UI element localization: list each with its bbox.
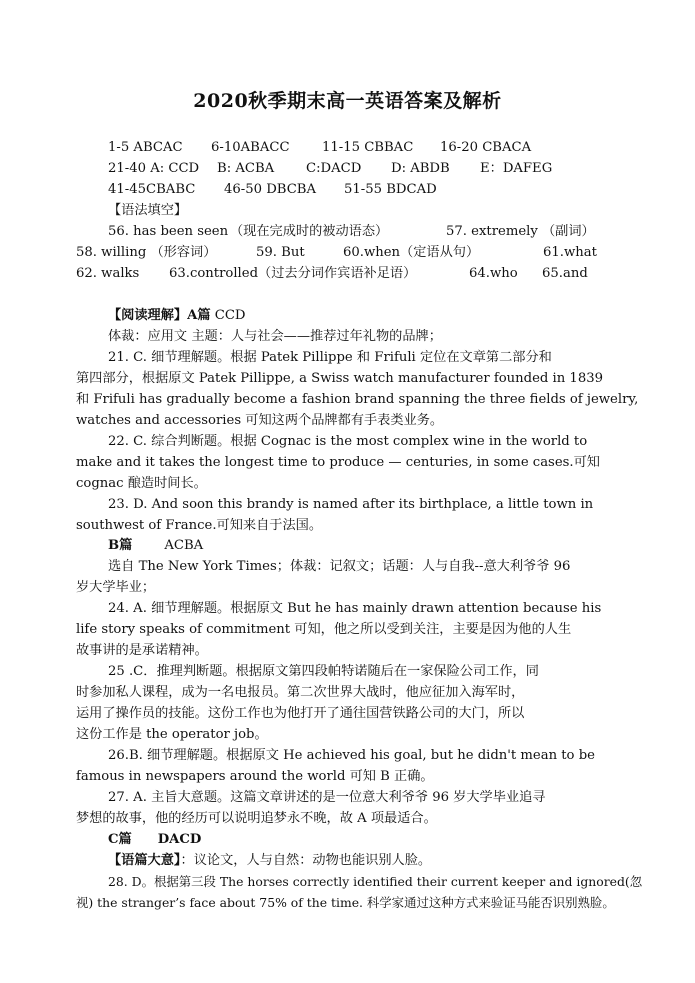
- answers-row-3: [108, 180, 668, 200]
- text-line: 和 Frifuli has gradually become a fashion brand spanning the three fields of jewelry,: [76, 392, 639, 407]
- grammar-row-2: [76, 243, 676, 263]
- text-line: 28. D。根据第三段 The horses correctly identified their current keeper and ignored(忽: [108, 874, 643, 889]
- text-line: watches and accessories 可知这两个品牌都有手表类业务。: [76, 413, 444, 428]
- grammar-answer: 64.who: [469, 266, 518, 281]
- text-line: life story speaks of commitment 可知，他之所以受到关注，主要是因为他的人生: [76, 622, 572, 637]
- answer-group: 11-15 CBBAC: [322, 140, 414, 155]
- answer-group: C:DACD: [306, 161, 362, 176]
- grammar-answer: 60.when（定语从句）: [343, 245, 480, 260]
- grammar-answer: 61.what: [543, 245, 597, 260]
- grammar-answer: 63.controlled（过去分词作宾语补足语）: [169, 266, 417, 281]
- text-line: 24. A. 细节理解题。根据原文 But he has mainly drawn attention because his: [108, 601, 602, 616]
- text-line: 时参加私人课程，成为一名电报员。第二次世界大战时，他应征加入海军时，: [76, 685, 525, 700]
- answers-row-2: [108, 159, 668, 179]
- text-line: southwest of France.可知来自于法国。: [76, 518, 323, 533]
- text-line: cognac 酿造时间长。: [76, 476, 207, 491]
- text-line: 这份工作是 the operator job。: [76, 727, 268, 742]
- text-line: 岁大学毕业；: [76, 580, 156, 595]
- text-line: 视) the stranger’s face about 75% of the time. 科学家通过这种方式来验证马能否识别熟脸。: [76, 895, 615, 910]
- reading-c-label: C篇: [108, 832, 132, 847]
- reading-c-theme: [108, 851, 431, 871]
- answer-group: E：DAFEG: [480, 161, 553, 176]
- reading-b-heading: [108, 536, 203, 556]
- answer-group: 51-55 BDCAD: [344, 182, 437, 197]
- reading-c-answer: DACD: [157, 832, 202, 847]
- text-line: 26.B. 细节理解题。根据原文 He achieved his goal, but he didn't mean to be: [108, 748, 595, 763]
- text-line: 第四部分，根据原文 Patek Pillippe, a Swiss watch manufacturer founded in 1839: [76, 371, 603, 386]
- grammar-answer: （现在完成时的被动语态）: [230, 224, 389, 239]
- text-line: 运用了操作员的技能。这份工作也为他打开了通往国营铁路公司的大门，所以: [76, 706, 525, 721]
- reading-c-theme-label: 【语篇大意】: [108, 853, 181, 868]
- grammar-answer: 58. willing （形容词）: [76, 245, 217, 260]
- document-title: 2020秋季期末高一英语答案及解析: [193, 90, 502, 112]
- grammar-row-1: [108, 222, 668, 242]
- reading-c-heading: [108, 830, 201, 850]
- text-line: 体裁：应用文 主题：人与社会——推荐过年礼物的品牌；: [108, 329, 442, 344]
- text-line: make and it takes the longest time to produce — centuries, in some cases.可知: [76, 455, 600, 470]
- answer-group: 46-50 DBCBA: [224, 182, 317, 197]
- text-line: famous in newspapers around the world 可知 B 正确。: [76, 769, 434, 784]
- text-line: 22. C. 综合判断题。根据 Cognac is the most complex wine in the world to: [108, 434, 588, 449]
- reading-c-theme-text: ：议论文，人与自然：动物也能识别人脸。: [180, 853, 432, 868]
- text-line: 23. D. And soon this brandy is named after its birthplace, a little town in: [108, 497, 594, 512]
- reading-b-label: B篇: [108, 538, 133, 553]
- grammar-answer: 62. walks: [76, 266, 140, 281]
- text-line: 21. C. 细节理解题。根据 Patek Pillippe 和 Frifuli 定位在文章第二部分和: [108, 350, 552, 365]
- grammar-answer: 59. But: [256, 245, 305, 260]
- reading-heading: [108, 306, 246, 326]
- text-line: 选自 The New York Times；体裁：记叙文；话题：人与自我--意大利爷爷 96: [108, 559, 571, 574]
- answer-group: 1-5 ABCAC: [108, 140, 183, 155]
- text-line: 27. A. 主旨大意题。这篇文章讲述的是一位意大利爷爷 96 岁大学毕业追寻: [108, 790, 546, 805]
- reading-b-answer: ACBA: [164, 538, 204, 553]
- text-line: 梦想的故事，他的经历可以说明追梦永不晚，故 A 项最适合。: [76, 811, 437, 826]
- answer-group: 21-40 A: CCD: [108, 161, 200, 176]
- reading-a-answer: CCD: [210, 308, 246, 323]
- grammar-answer: 56. has been seen: [108, 224, 229, 239]
- answer-group: D: ABDB: [391, 161, 450, 176]
- grammar-row-3: [76, 264, 676, 284]
- answer-group: B: ACBA: [217, 161, 275, 176]
- answer-group: 41-45CBABC: [108, 182, 196, 197]
- answer-group: 16-20 CBACA: [440, 140, 532, 155]
- grammar-heading: 【语法填空】: [108, 203, 188, 218]
- answers-row-1: [108, 138, 668, 158]
- answer-group: 6-10ABACC: [211, 140, 290, 155]
- reading-heading-label: 【阅读理解】A篇: [108, 308, 211, 323]
- grammar-answer: 65.and: [542, 266, 588, 281]
- text-line: 故事讲的是承诺精神。: [76, 643, 208, 658]
- grammar-answer: 57. extremely （副词）: [446, 224, 595, 239]
- text-line: 25 .C．推理判断题。根据原文第四段帕特诺随后在一家保险公司工作，同: [108, 664, 539, 679]
